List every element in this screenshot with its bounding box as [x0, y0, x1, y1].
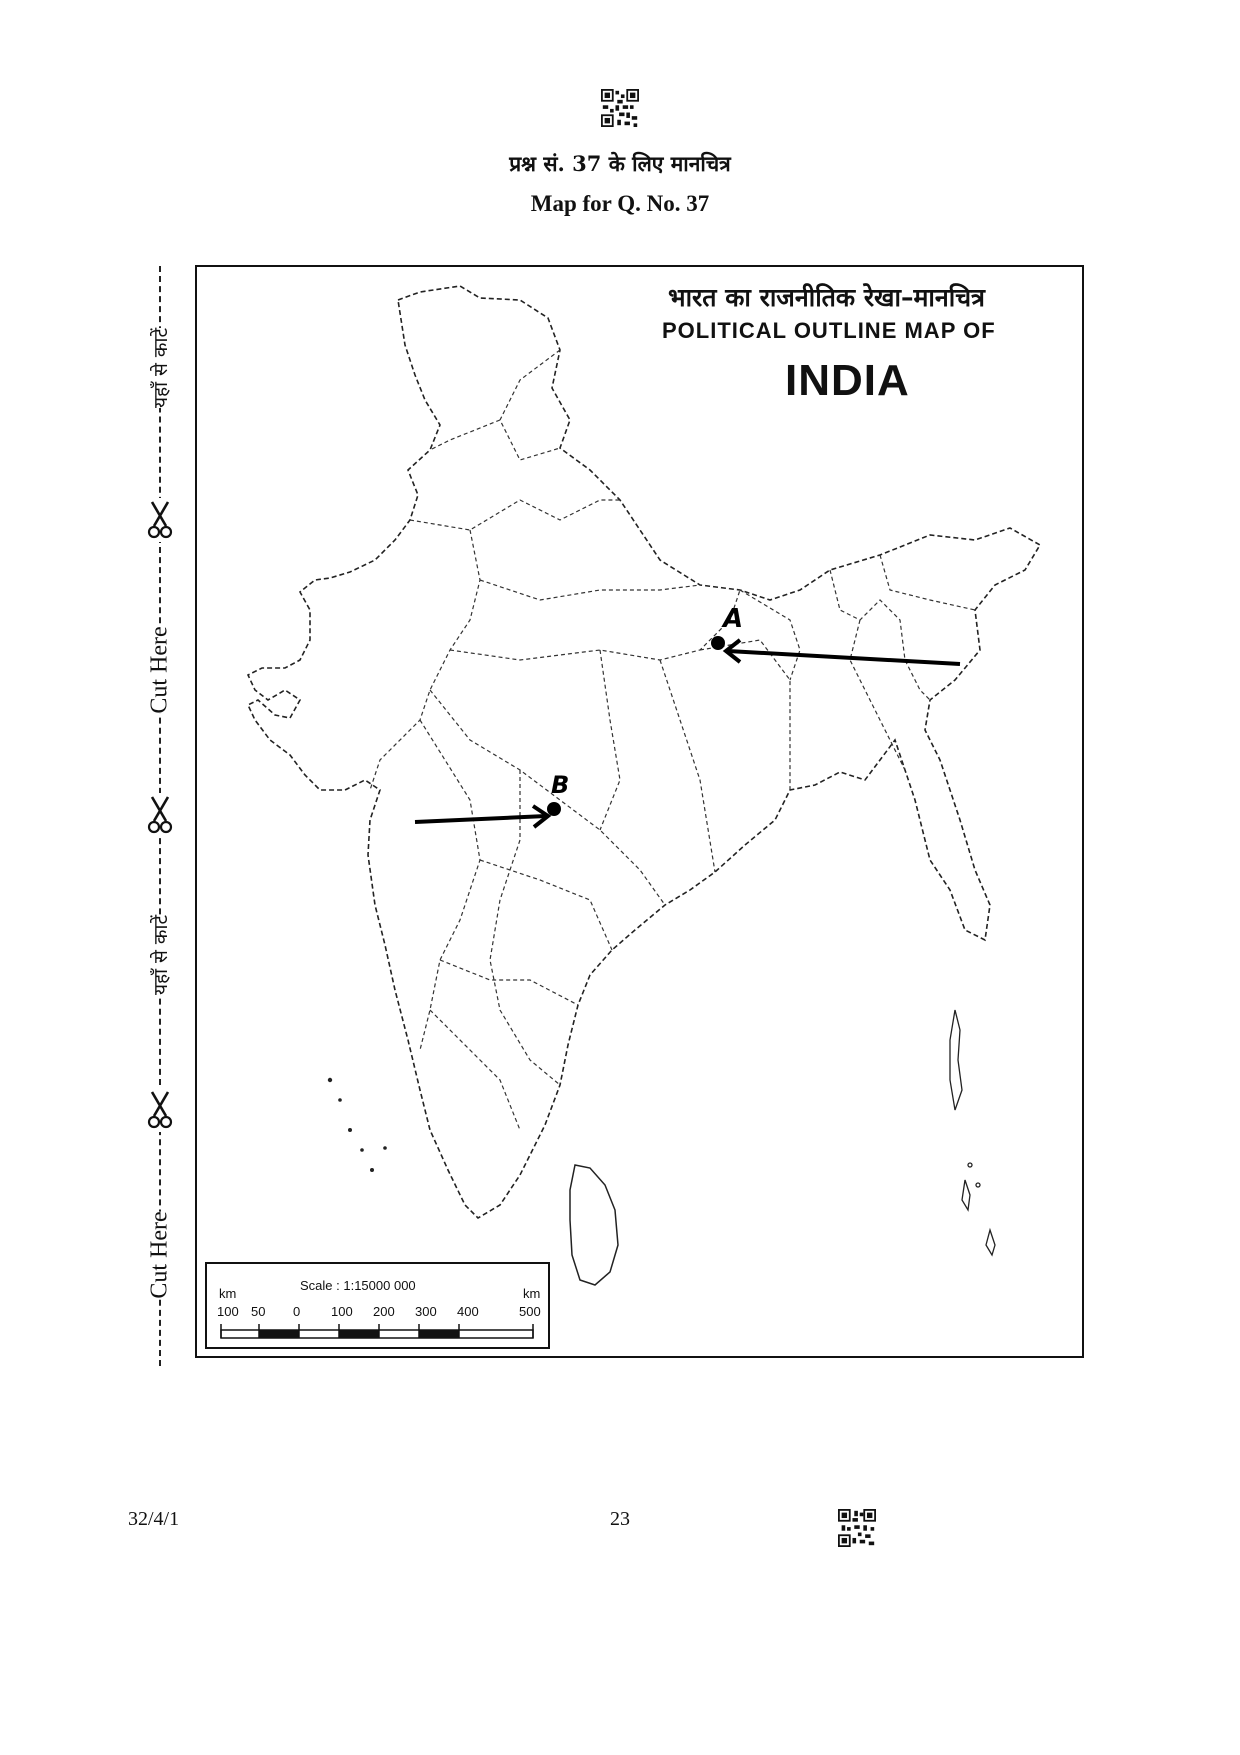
cut-here-label: Cut Here — [141, 1211, 180, 1298]
scissors-icon — [147, 498, 173, 542]
scale-title: Scale : 1:15000 000 — [300, 1278, 416, 1293]
scale-unit-right: km — [523, 1286, 541, 1301]
map-title-hindi: भारत का राजनीतिक रेखा–मानचित्र — [668, 283, 985, 312]
map-title-country: INDIA — [785, 356, 910, 405]
page-number: 23 — [610, 1508, 630, 1530]
scale-tick-label: 500 — [519, 1304, 541, 1319]
scale-tick-label: 300 — [415, 1304, 437, 1319]
scale-bar-graphic — [219, 1322, 539, 1342]
scale-unit-left: km — [219, 1286, 237, 1301]
map-title-english: POLITICAL OUTLINE MAP OF — [662, 318, 996, 343]
scale-tick-label: 200 — [373, 1304, 395, 1319]
scale-tick-label: 100 — [217, 1304, 239, 1319]
scale-tick-label: 400 — [457, 1304, 479, 1319]
question-map-title-hindi: प्रश्न सं. 37 के लिए मानचित्र — [509, 151, 731, 176]
qr-code-icon — [601, 89, 639, 127]
scissors-icon — [147, 1088, 173, 1132]
paper-code: 32/4/1 — [128, 1508, 180, 1530]
marker-a-label: A — [723, 604, 744, 634]
scale-tick-label: 0 — [293, 1304, 301, 1319]
question-map-title-english: Map for Q. No. 37 — [530, 191, 710, 216]
scale-tick-label: 100 — [331, 1304, 353, 1319]
cut-here-label: Cut Here — [141, 626, 180, 713]
marker-b-label: B — [551, 771, 570, 799]
map-frame — [195, 265, 1084, 1358]
cut-here-label-hindi: यहाँ से काटें — [141, 915, 179, 995]
map-scale-bar — [205, 1262, 550, 1349]
cut-here-label-hindi: यहाँ से काटें — [141, 328, 179, 408]
scale-tick-label: 50 — [251, 1304, 266, 1319]
scissors-icon — [147, 793, 173, 837]
